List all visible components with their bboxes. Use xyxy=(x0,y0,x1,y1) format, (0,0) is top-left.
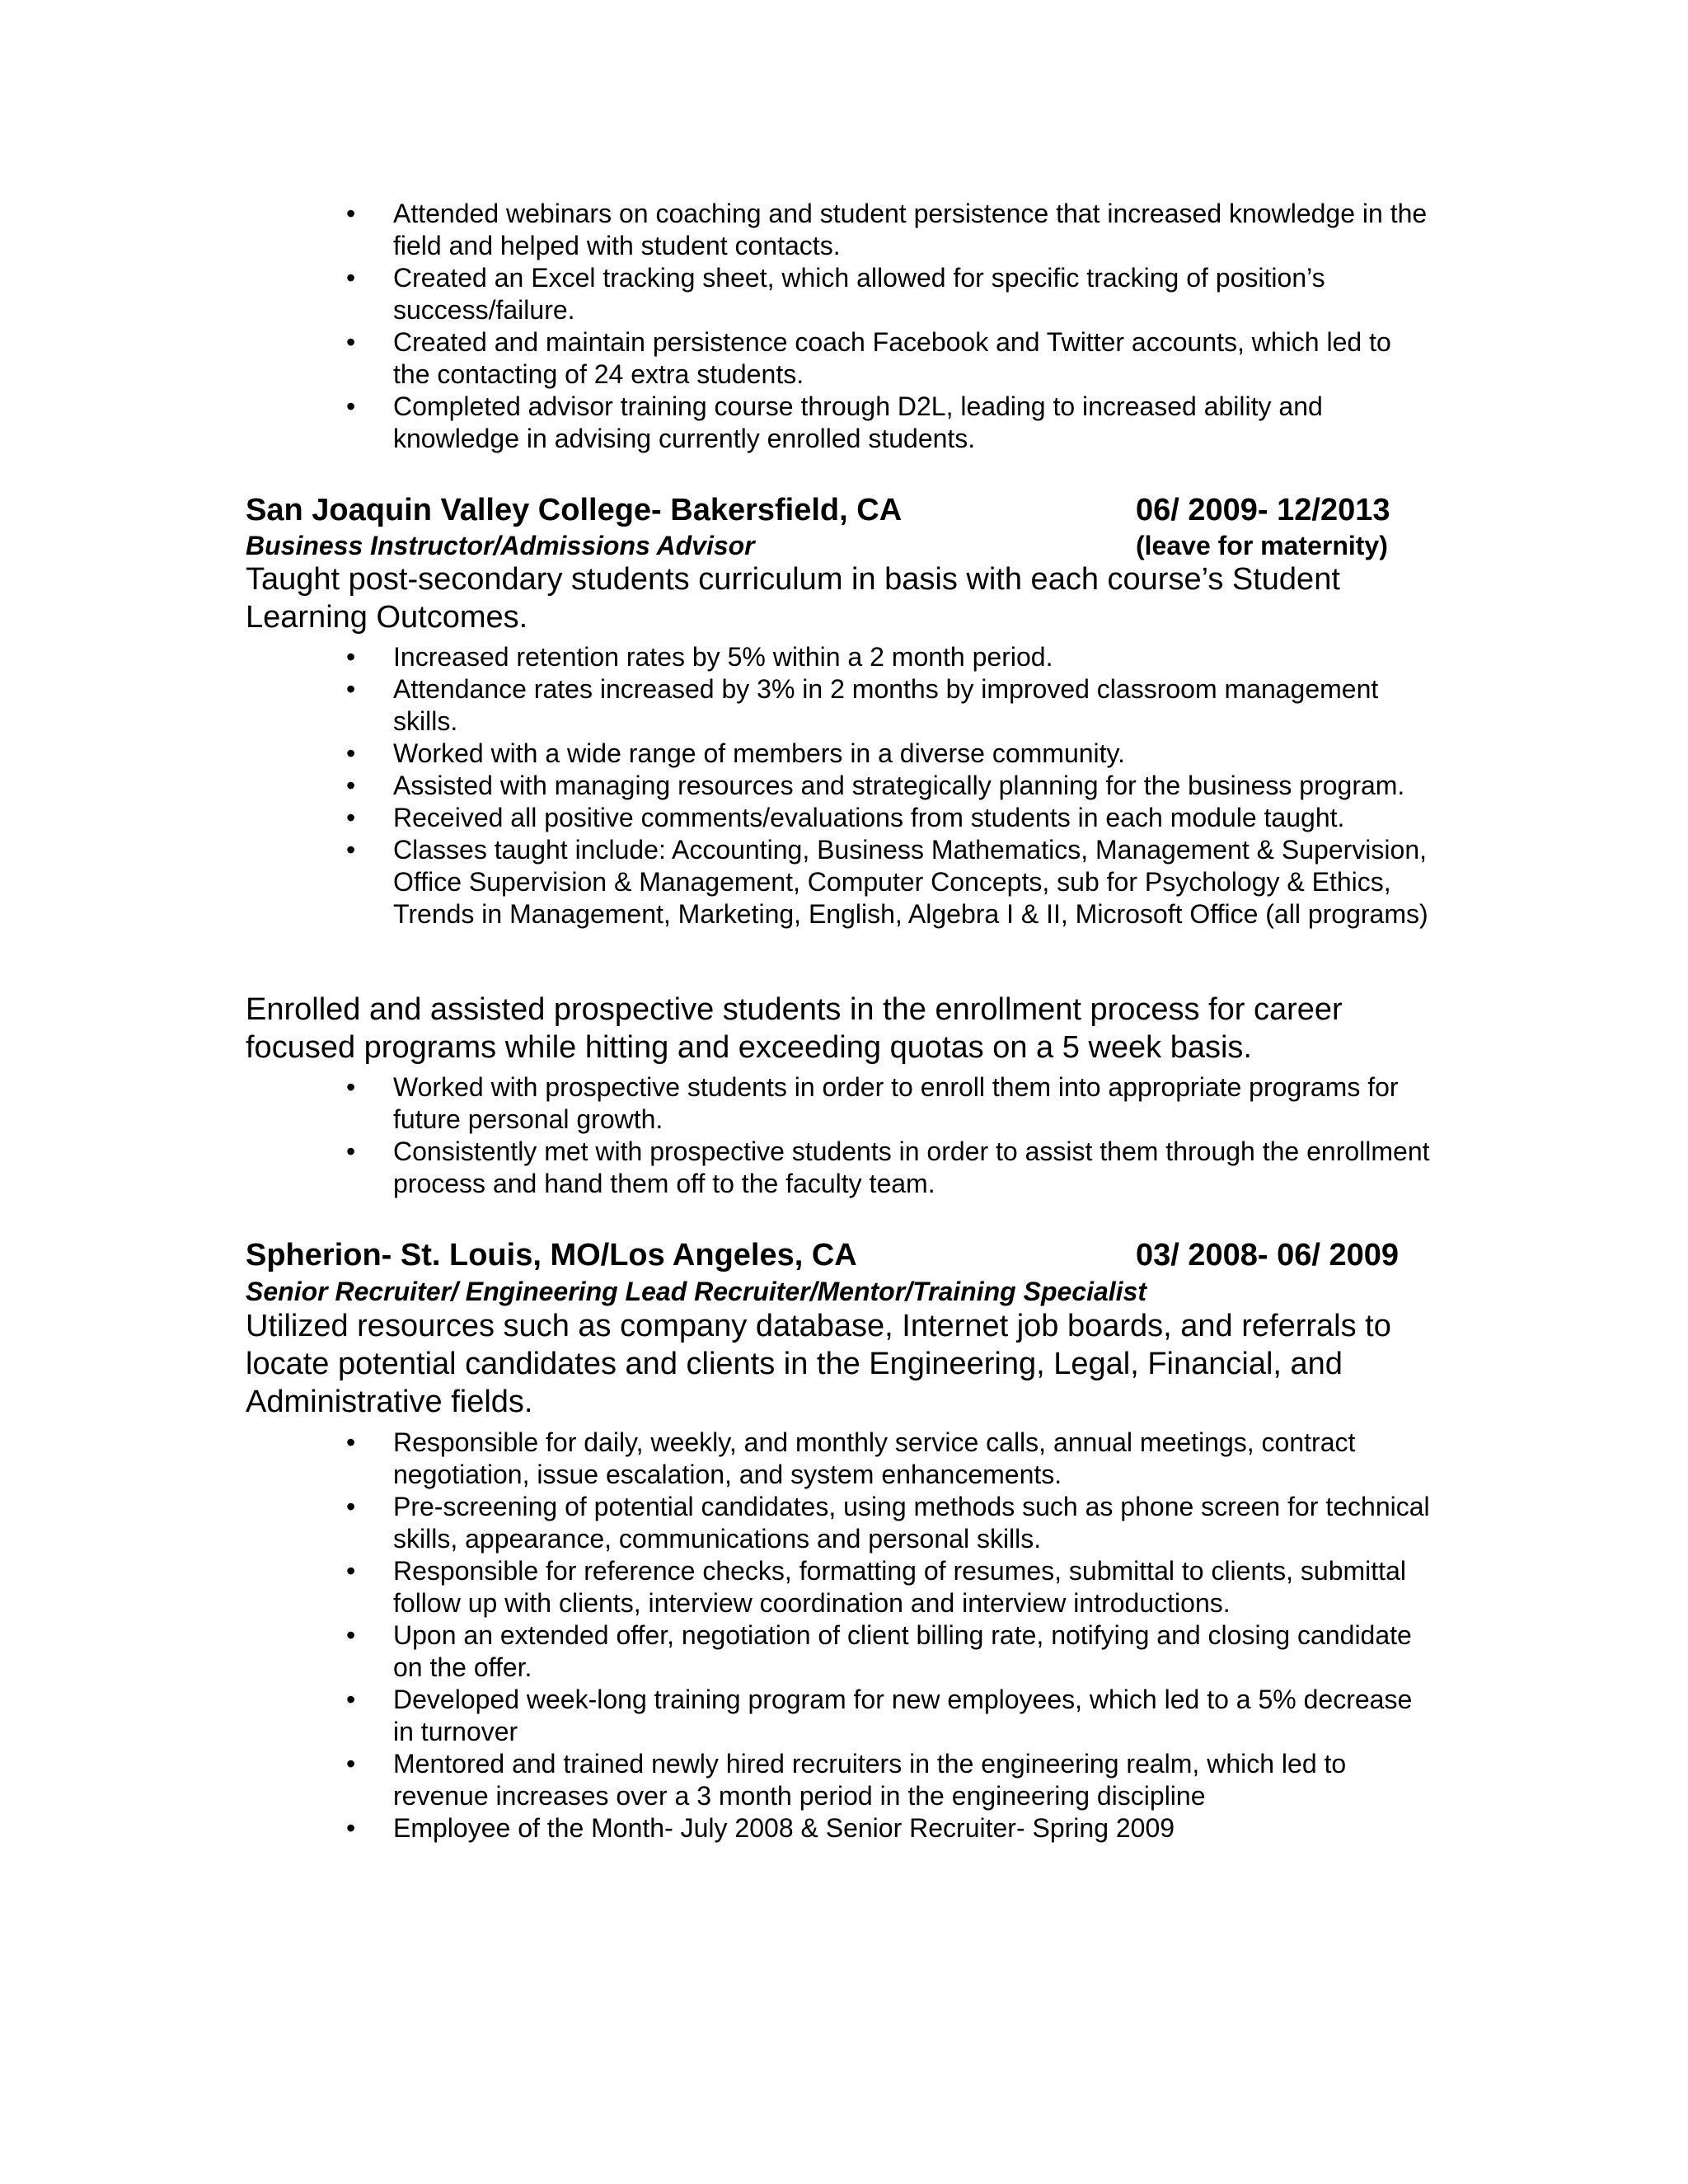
list-item: • Attended webinars on coaching and student persistence that increased knowledge in the field and helped with student contacts. xyxy=(346,199,1428,260)
list-item: • Responsible for daily, weekly, and monthly service calls, annual meetings, contract negotiation, issue escalation, and system enhancements. xyxy=(346,1427,1356,1489)
list-item: • Increased retention rates by 5% within a 2 month period. xyxy=(346,642,1053,672)
bullet-icon: • xyxy=(346,674,356,704)
list-item: • Attendance rates increased by 3% in 2 months by improved classroom management skills. xyxy=(346,674,1379,736)
sjvc-dates: 06/ 2009- 12/2013 xyxy=(1136,493,1390,527)
list-item: • Employee of the Month- July 2008 & Senior Recruiter- Spring 2009 xyxy=(346,1813,1175,1843)
previous-position-bullets xyxy=(0,198,1688,455)
sjvc-header xyxy=(246,491,1416,529)
bullet-icon: • xyxy=(346,1137,356,1166)
bullet-icon: • xyxy=(346,1072,356,1102)
list-item: • Created and maintain persistence coach Facebook and Twitter accounts, which led to the contacting of 24 extra students. xyxy=(346,327,1391,389)
list-item: • Developed week-long training program for new employees, which led to a 5% decrease in turnover xyxy=(346,1685,1413,1746)
list-item: • Mentored and trained newly hired recruiters in the engineering realm, which led to revenue increases over a 3 month period in the engineering discipline xyxy=(346,1749,1347,1811)
spherion-dates: 03/ 2008- 06/ 2009 xyxy=(1136,1238,1400,1272)
spherion-bullets xyxy=(0,1427,1688,1844)
bullet-icon: • xyxy=(346,263,356,293)
sjvc-teaching-bullets xyxy=(0,641,1688,930)
sjvc-organization: San Joaquin Valley College- Bakersfield, CA xyxy=(246,493,903,527)
sjvc-leave-note: (leave for maternity) xyxy=(1136,531,1388,560)
bullet-icon: • xyxy=(346,771,356,800)
bullet-icon: • xyxy=(346,738,356,768)
bullet-icon: • xyxy=(346,1556,356,1586)
bullet-icon: • xyxy=(346,391,356,421)
list-item: • Worked with a wide range of members in a diverse community. xyxy=(346,738,1126,768)
sjvc-summary-teaching: Taught post-secondary students curriculum in basis with each course’s Student Learning Outcomes. xyxy=(246,562,1340,635)
bullet-icon: • xyxy=(346,835,356,865)
bullet-icon: • xyxy=(346,1492,356,1521)
list-item: • Consistently met with prospective students in order to assist them through the enrollment process and hand them off to the faculty team. xyxy=(346,1137,1430,1198)
list-item: • Responsible for reference checks, formatting of resumes, submittal to clients, submittal follow up with clients, interview coordination and interview introductions. xyxy=(346,1556,1406,1618)
bullet-icon: • xyxy=(346,1749,356,1779)
bullet-icon: • xyxy=(346,1685,356,1714)
bullet-icon: • xyxy=(346,1620,356,1650)
list-item: • Completed advisor training course through D2L, leading to increased ability and knowledge in advising currently enrolled students. xyxy=(346,391,1323,453)
list-item: • Worked with prospective students in order to enroll them into appropriate programs for future personal growth. xyxy=(346,1072,1399,1134)
bullet-icon: • xyxy=(346,327,356,357)
bullet-icon: • xyxy=(346,642,356,672)
list-item: • Pre-screening of potential candidates, using methods such as phone screen for technical skills, appearance, communications and personal skills. xyxy=(346,1492,1430,1554)
list-item: • Received all positive comments/evaluations from students in each module taught. xyxy=(346,803,1345,832)
bullet-icon: • xyxy=(346,1427,356,1457)
sjvc-role: Business Instructor/Admissions Advisor xyxy=(246,531,755,560)
sjvc-admissions-bullets xyxy=(0,1071,1688,1200)
spherion-summary: Utilized resources such as company database, Internet job boards, and referrals to locate potential candidates and clients in the Engineering, Legal, Financial, and Administrative fields. xyxy=(246,1309,1391,1419)
bullet-icon: • xyxy=(346,199,356,228)
sjvc-summary-admissions: Enrolled and assisted prospective students in the enrollment process for career focused programs while hitting and exceeding quotas on a 5 week basis. xyxy=(246,992,1343,1065)
list-item: • Created an Excel tracking sheet, which allowed for specific tracking of position’s success/failure. xyxy=(346,263,1325,325)
sjvc-role-row xyxy=(246,530,1416,561)
bullet-icon: • xyxy=(346,1813,356,1843)
list-item: • Assisted with managing resources and strategically planning for the business program. xyxy=(346,771,1405,800)
spherion-organization: Spherion- St. Louis, MO/Los Angeles, CA xyxy=(246,1238,857,1272)
bullet-icon: • xyxy=(346,803,356,832)
spherion-role: Senior Recruiter/ Engineering Lead Recruiter/Mentor/Training Specialist xyxy=(246,1277,1146,1306)
spherion-header xyxy=(246,1236,1416,1274)
list-item: • Classes taught include: Accounting, Business Mathematics, Management & Supervision, Office Supervision & Management, Computer Concepts, sub for Psychology & Ethics, Trends in Management, Marketing, English, Algebra I & II, Microsoft Office (all programs) xyxy=(346,835,1428,929)
list-item: • Upon an extended offer, negotiation of client billing rate, notifying and closing candidate on the offer. xyxy=(346,1620,1412,1682)
spherion-role-row xyxy=(246,1276,1416,1307)
